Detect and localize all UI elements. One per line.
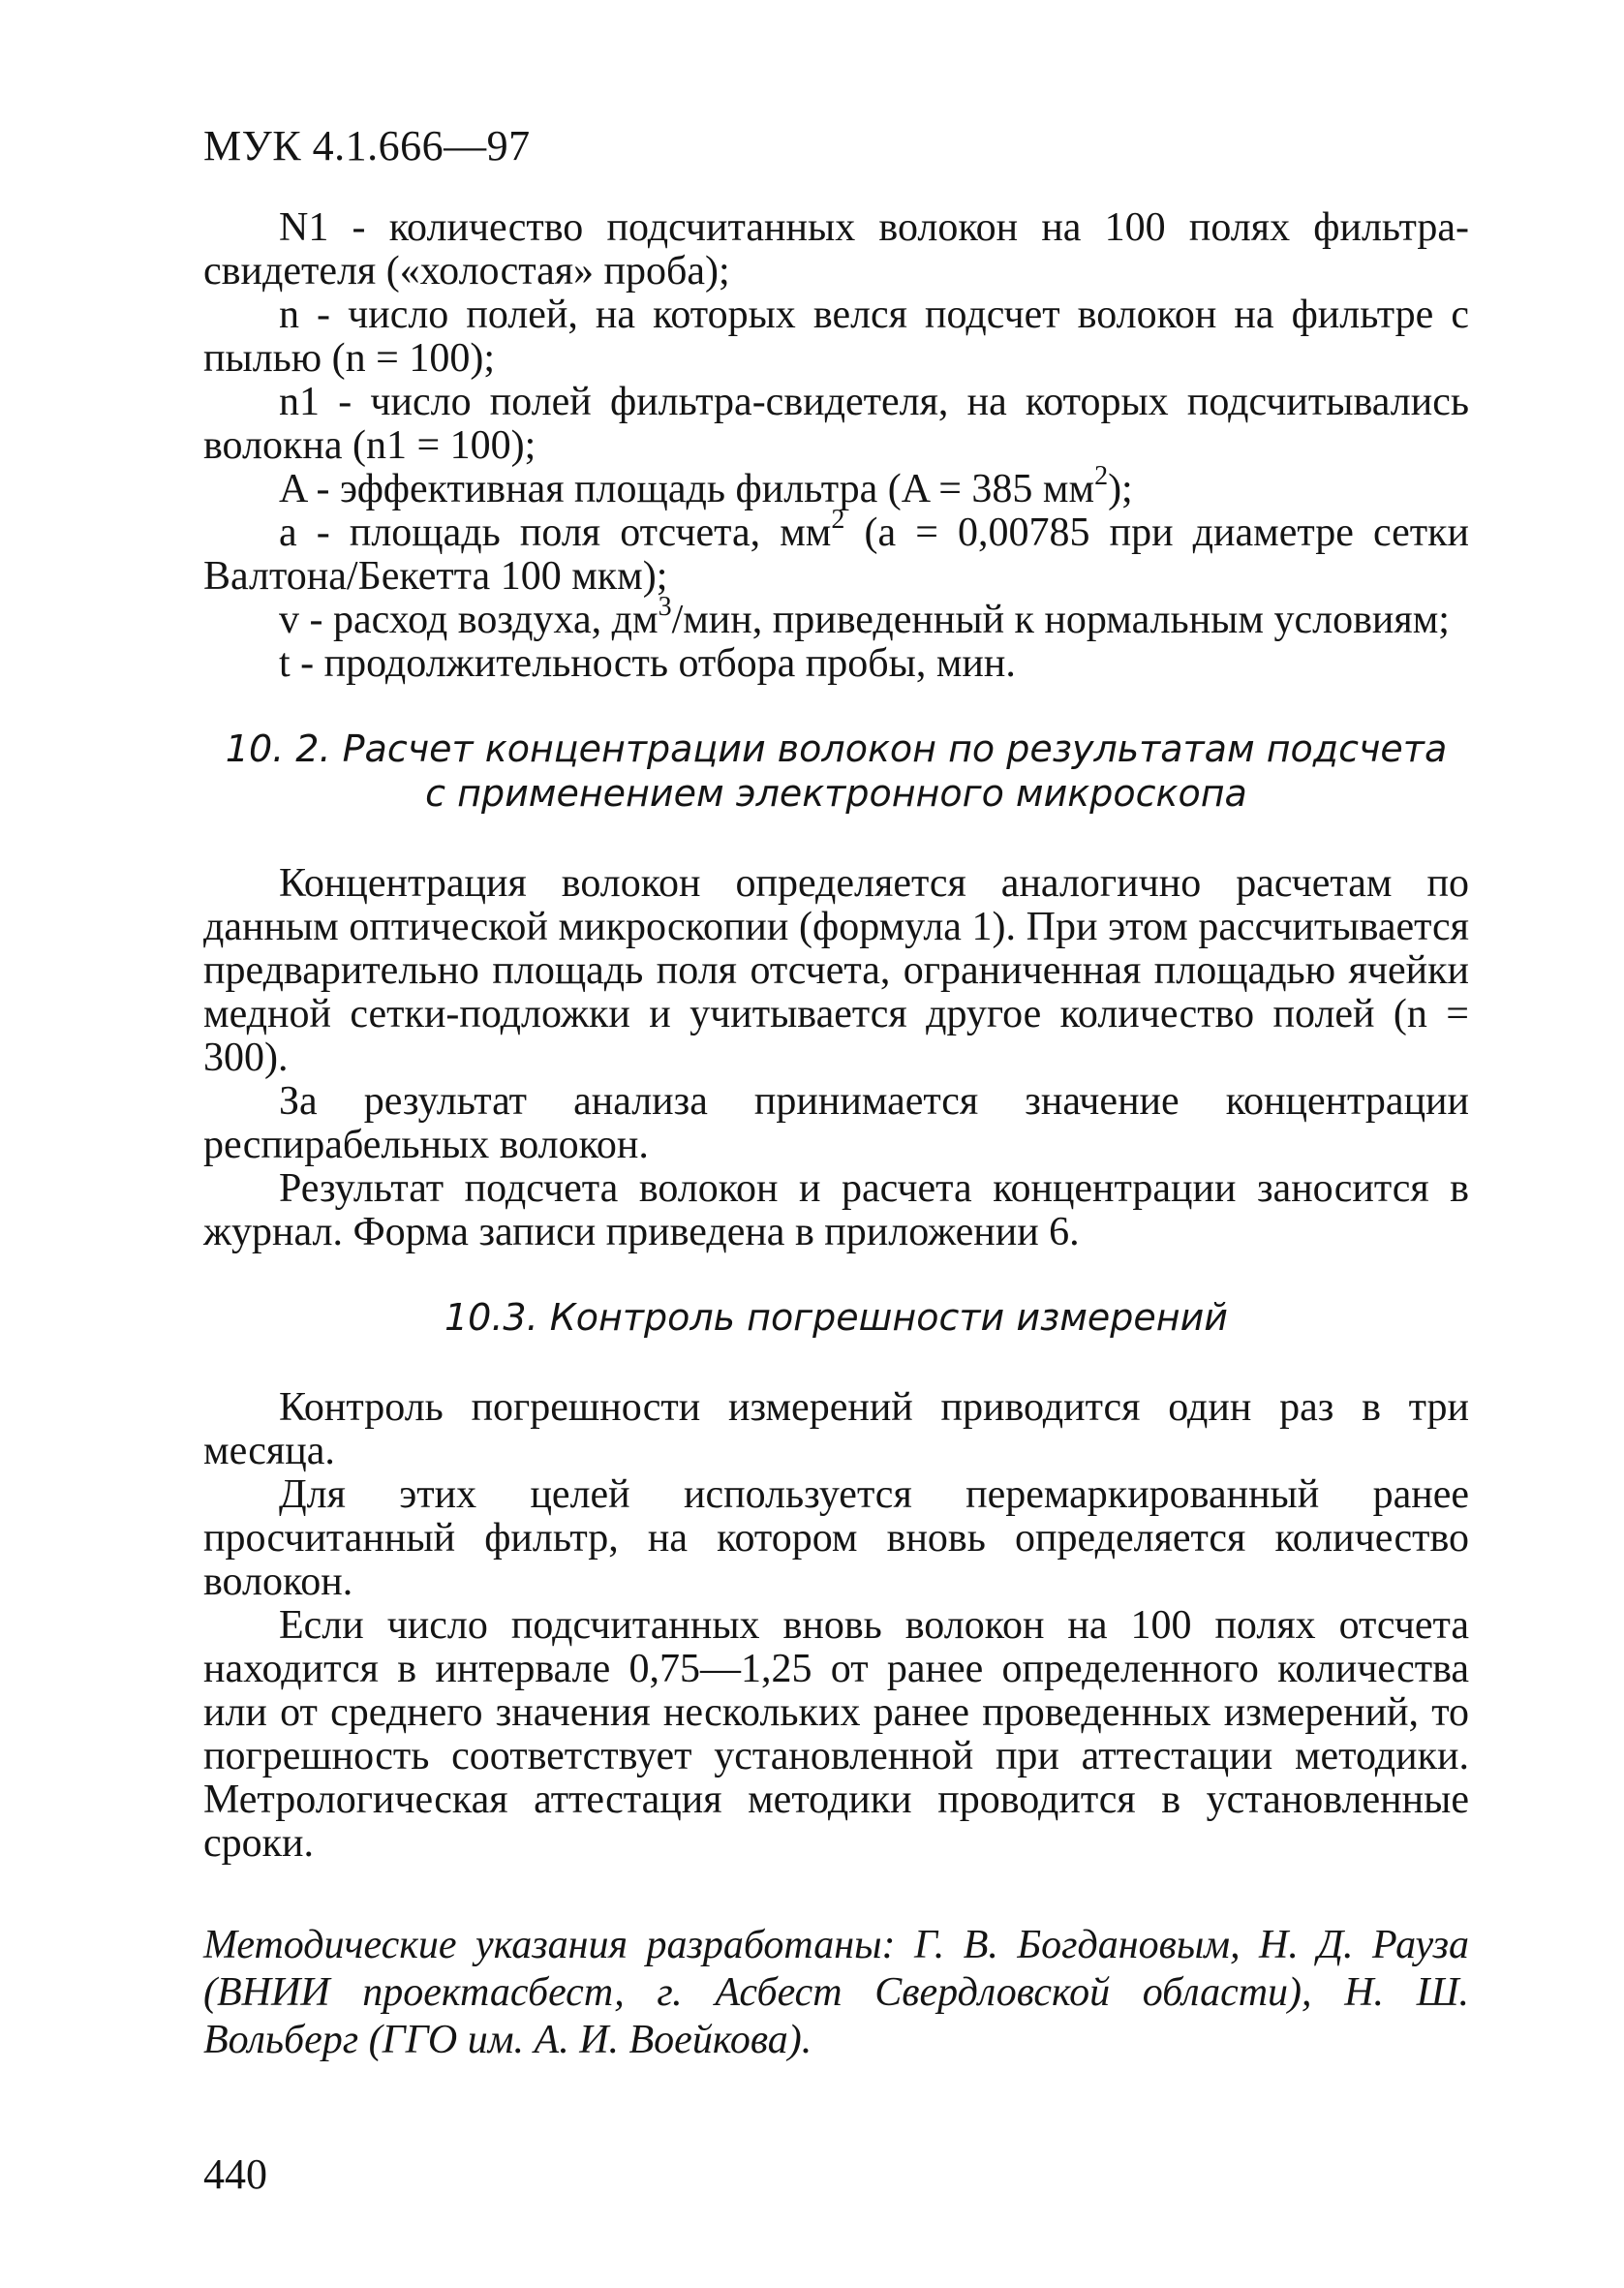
superscript: 2 [831,505,845,535]
section-10-3-body [203,1386,1469,1866]
paragraph: За результат анализа принимается значение концентрации респирабельных волокон. [203,1079,1469,1167]
section-10-2-body [203,862,1469,1254]
section-title-line: 10.3. Контроль погрешности измерений [444,1296,1229,1339]
document-header: МУК 4.1.666—97 [203,122,531,170]
definition-text: - расход воздуха, дм [299,598,659,642]
paragraph: Для этих целей используется перемаркированный ранее просчитанный фильтр, на котором вновь определяется количество волокон. [203,1472,1469,1604]
definition-item [203,381,1469,468]
definition-text: - эффективная площадь фильтра (A = 385 мм [306,467,1095,511]
definition-symbol: a [279,510,297,555]
superscript: 2 [1094,461,1109,491]
section-10-3-title [203,1295,1469,1340]
definition-text: - продолжительность отбора пробы, мин. [290,641,1016,686]
definition-item [203,294,1469,381]
paragraph: Контроль погрешности измерений приводится один раз в три месяца. [203,1385,1469,1473]
superscript: 3 [658,592,672,622]
definition-text: - площадь поля отсчета, мм [296,510,832,555]
definition-text: - число полей фильтра-свидетеля, на которых подсчитывались волокна (n1 = 100); [203,380,1469,468]
paragraph: Если число подсчитанных вновь волокон на 100 полях отсчета находится в интервале 0,75—1,25 от ранее определенного количества или от среднего значения нескольких ранее проведенных измерений, то погрешность соответствует установленной при аттестации методики. Метрологическая аттестация методики проводится в установленные сроки. [203,1603,1469,1866]
definition-symbol: N1 [279,205,329,250]
definition-symbol: v [279,598,299,642]
definition-item [203,505,1470,599]
definition-text-end: ); [1108,467,1133,511]
paragraph: Результат подсчета волокон и расчета концентрации заносится в журнал. Форма записи приведена в приложении 6. [203,1166,1469,1254]
definitions-list [203,206,1469,686]
section-10-2-title [203,727,1469,816]
definition-item [203,206,1469,294]
definition-symbol: t [279,641,291,686]
definition-symbol: n1 [279,380,320,424]
definition-text: - количество подсчитанных волокон на 100 полях фильтра-свидетеля («холостая» проба); [203,205,1469,294]
section-title-line: с применением электронного микроскопа [425,772,1247,815]
page-number: 440 [203,2150,267,2198]
definition-symbol: n [279,293,299,337]
definition-text-end: (a = 0,00785 при диаметре сетки Валтона/Бекетта 100 мкм); [203,510,1470,599]
authors-note: Методические указания разработаны: Г. В. Богдановым, Н. Д. Рауза (ВНИИ проектасбест, г. Асбест Свердловской области), Н. Ш. Вольберг (ГГО им. А. И. Воейкова). [203,1923,1469,2062]
definition-text: - число полей, на которых велся подсчет волокон на фильтре с пылью (n = 100); [203,293,1469,381]
definition-text-end: /мин, приведенный к нормальным условиям; [671,598,1450,642]
paragraph: Концентрация волокон определяется аналогично расчетам по данным оптической микроскопии (формула 1). При этом рассчитывается предварительно площадь поля отсчета, ограниченная площадью ячейки медной сетки-подложки и учитывается другое количество полей (n = 300). [203,861,1469,1080]
definition-item [203,592,1469,642]
definition-item [203,642,1469,686]
section-title-line: 10. 2. Расчет концентрации волокон по результатам подсчета [225,727,1448,770]
definition-symbol: A [279,467,307,511]
